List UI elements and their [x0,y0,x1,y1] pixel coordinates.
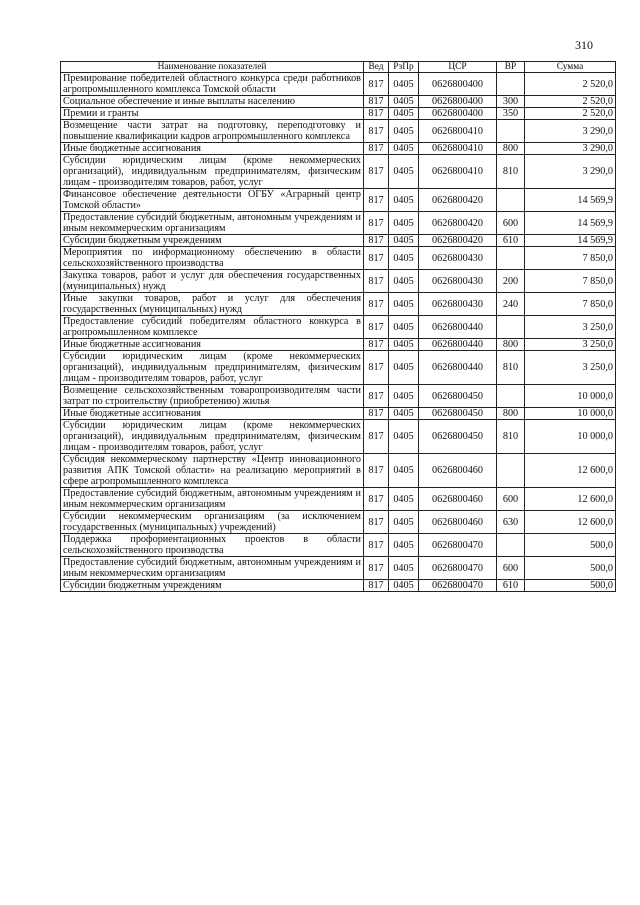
row-rzpr-cell: 0405 [389,408,419,420]
row-sum-cell: 3 290,0 [525,120,616,143]
row-vr-cell [497,120,525,143]
row-ved-cell: 817 [364,293,389,316]
row-vr-cell: 610 [497,580,525,592]
row-name-cell: Иные закупки товаров, работ и услуг для обеспечения государственных (муниципальных) нужд [61,293,364,316]
row-rzpr-cell: 0405 [389,351,419,385]
row-ved-cell: 817 [364,189,389,212]
row-csr-cell: 0626800420 [419,212,497,235]
row-name-cell: Предоставление субсидий бюджетным, автономным учреждениям и иным некоммерческим организациям [61,557,364,580]
table-row [61,120,616,143]
row-rzpr-cell: 0405 [389,108,419,120]
row-rzpr-cell: 0405 [389,580,419,592]
row-sum-cell: 2 520,0 [525,73,616,96]
table-row [61,316,616,339]
row-name-cell: Субсидии юридическим лицам (кроме некоммерческих организаций), индивидуальным предпринимателям, физическим лицам - производителям товаров, работ, услуг [61,420,364,454]
row-ved-cell: 817 [364,212,389,235]
row-sum-cell: 2 520,0 [525,96,616,108]
row-ved-cell: 817 [364,316,389,339]
row-vr-cell: 600 [497,557,525,580]
row-rzpr-cell: 0405 [389,73,419,96]
row-rzpr-cell: 0405 [389,155,419,189]
row-sum-cell: 3 250,0 [525,339,616,351]
row-name-cell: Иные бюджетные ассигнования [61,339,364,351]
row-sum-cell: 500,0 [525,534,616,557]
table-row [61,385,616,408]
row-sum-cell: 14 569,9 [525,212,616,235]
header-vr: ВР [497,62,525,73]
row-rzpr-cell: 0405 [389,212,419,235]
row-sum-cell: 14 569,9 [525,189,616,212]
row-csr-cell: 0626800400 [419,96,497,108]
row-vr-cell: 630 [497,511,525,534]
row-csr-cell: 0626800450 [419,408,497,420]
row-csr-cell: 0626800420 [419,189,497,212]
table-row [61,247,616,270]
row-name-cell: Субсидии бюджетным учреждениям [61,580,364,592]
row-sum-cell: 3 250,0 [525,316,616,339]
row-csr-cell: 0626800440 [419,351,497,385]
row-ved-cell: 817 [364,108,389,120]
table-row [61,580,616,592]
row-sum-cell: 12 600,0 [525,511,616,534]
table-row [61,511,616,534]
row-sum-cell: 10 000,0 [525,420,616,454]
row-name-cell: Закупка товаров, работ и услуг для обеспечения государственных (муниципальных) нужд [61,270,364,293]
row-name-cell: Премии и гранты [61,108,364,120]
row-rzpr-cell: 0405 [389,385,419,408]
header-ved: Вед [364,62,389,73]
header-name: Наименование показателей [61,62,364,73]
row-ved-cell: 817 [364,339,389,351]
row-rzpr-cell: 0405 [389,247,419,270]
row-vr-cell: 350 [497,108,525,120]
row-name-cell: Субсидии некоммерческим организациям (за исключением государственных (муниципальных) учреждений) [61,511,364,534]
row-rzpr-cell: 0405 [389,454,419,488]
table-row [61,108,616,120]
row-ved-cell: 817 [364,120,389,143]
row-csr-cell: 0626800430 [419,270,497,293]
row-ved-cell: 817 [364,351,389,385]
row-name-cell: Предоставление субсидий бюджетным, автономным учреждениям и иным некоммерческим организациям [61,488,364,511]
table-header-row [61,62,616,73]
row-sum-cell: 14 569,9 [525,235,616,247]
row-sum-cell: 2 520,0 [525,108,616,120]
row-name-cell: Предоставление субсидий бюджетным, автономным учреждениям и иным некоммерческим организациям [61,212,364,235]
row-rzpr-cell: 0405 [389,534,419,557]
row-rzpr-cell: 0405 [389,339,419,351]
row-ved-cell: 817 [364,488,389,511]
table-row [61,212,616,235]
row-name-cell: Мероприятия по информационному обеспечению в области сельскохозяйственного производства [61,247,364,270]
row-vr-cell: 600 [497,488,525,511]
row-name-cell: Иные бюджетные ассигнования [61,143,364,155]
table-row [61,143,616,155]
row-ved-cell: 817 [364,385,389,408]
row-csr-cell: 0626800430 [419,247,497,270]
row-ved-cell: 817 [364,557,389,580]
row-name-cell: Предоставление субсидий победителям областного конкурса в агропромышленном комплексе [61,316,364,339]
table-row [61,488,616,511]
row-vr-cell: 810 [497,351,525,385]
row-vr-cell: 300 [497,96,525,108]
row-ved-cell: 817 [364,511,389,534]
row-ved-cell: 817 [364,73,389,96]
row-csr-cell: 0626800440 [419,339,497,351]
table-row [61,73,616,96]
row-name-cell: Социальное обеспечение и иные выплаты населению [61,96,364,108]
row-rzpr-cell: 0405 [389,96,419,108]
row-rzpr-cell: 0405 [389,189,419,212]
budget-table [60,61,616,592]
row-sum-cell: 500,0 [525,557,616,580]
table-row [61,293,616,316]
row-csr-cell: 0626800460 [419,454,497,488]
row-csr-cell: 0626800450 [419,385,497,408]
row-vr-cell: 810 [497,155,525,189]
table-row [61,454,616,488]
row-vr-cell: 800 [497,408,525,420]
row-rzpr-cell: 0405 [389,293,419,316]
row-vr-cell: 240 [497,293,525,316]
row-sum-cell: 3 250,0 [525,351,616,385]
table-body [61,73,616,592]
row-name-cell: Субсидии юридическим лицам (кроме некоммерческих организаций), индивидуальным предпринимателям, физическим лицам - производителям товаров, работ, услуг [61,155,364,189]
row-sum-cell: 7 850,0 [525,270,616,293]
table-row [61,557,616,580]
row-csr-cell: 0626800420 [419,235,497,247]
row-name-cell: Субсидии юридическим лицам (кроме некоммерческих организаций), индивидуальным предпринимателям, физическим лицам - производителям товаров, работ, услуг [61,351,364,385]
row-csr-cell: 0626800450 [419,420,497,454]
row-sum-cell: 3 290,0 [525,143,616,155]
row-ved-cell: 817 [364,96,389,108]
row-sum-cell: 7 850,0 [525,247,616,270]
row-ved-cell: 817 [364,270,389,293]
row-rzpr-cell: 0405 [389,488,419,511]
page-number: 310 [575,38,593,52]
row-rzpr-cell: 0405 [389,420,419,454]
row-name-cell: Субсидия некоммерческому партнерству «Центр инновационного развития АПК Томской области» на реализацию мероприятий в сфере агропромышленного комплекса [61,454,364,488]
row-csr-cell: 0626800430 [419,293,497,316]
row-name-cell: Поддержка профориентационных проектов в области сельскохозяйственного производства [61,534,364,557]
header-rzpr: РзПр [389,62,419,73]
row-vr-cell [497,73,525,96]
row-rzpr-cell: 0405 [389,316,419,339]
row-vr-cell: 610 [497,235,525,247]
row-name-cell: Возмещение сельскохозяйственным товаропроизводителям части затрат по строительству (приобретению) жилья [61,385,364,408]
row-sum-cell: 10 000,0 [525,408,616,420]
row-vr-cell: 600 [497,212,525,235]
row-sum-cell: 3 290,0 [525,155,616,189]
table-row [61,408,616,420]
row-csr-cell: 0626800410 [419,143,497,155]
header-sum: Сумма [525,62,616,73]
row-vr-cell [497,385,525,408]
row-csr-cell: 0626800400 [419,73,497,96]
table-row [61,351,616,385]
row-name-cell: Премирование победителей областного конкурса среди работников агропромышленного комплекса Томской области [61,73,364,96]
row-ved-cell: 817 [364,420,389,454]
row-csr-cell: 0626800470 [419,580,497,592]
row-ved-cell: 817 [364,155,389,189]
row-name-cell: Финансовое обеспечение деятельности ОГБУ «Аграрный центр Томской области» [61,189,364,212]
row-sum-cell: 7 850,0 [525,293,616,316]
row-ved-cell: 817 [364,580,389,592]
row-csr-cell: 0626800400 [419,108,497,120]
row-name-cell: Возмещение части затрат на подготовку, переподготовку и повышение квалификации кадров агропромышленного комплекса [61,120,364,143]
table-row [61,235,616,247]
row-vr-cell: 800 [497,339,525,351]
row-csr-cell: 0626800460 [419,511,497,534]
row-name-cell: Субсидии бюджетным учреждениям [61,235,364,247]
row-rzpr-cell: 0405 [389,143,419,155]
row-vr-cell: 810 [497,420,525,454]
row-sum-cell: 12 600,0 [525,454,616,488]
table-row [61,155,616,189]
row-csr-cell: 0626800470 [419,534,497,557]
row-vr-cell [497,247,525,270]
row-rzpr-cell: 0405 [389,235,419,247]
row-ved-cell: 817 [364,534,389,557]
row-ved-cell: 817 [364,235,389,247]
row-csr-cell: 0626800410 [419,155,497,189]
row-rzpr-cell: 0405 [389,511,419,534]
row-vr-cell [497,316,525,339]
table-row [61,96,616,108]
row-csr-cell: 0626800410 [419,120,497,143]
row-vr-cell [497,534,525,557]
row-csr-cell: 0626800440 [419,316,497,339]
header-csr: ЦСР [419,62,497,73]
table-row [61,420,616,454]
row-vr-cell: 200 [497,270,525,293]
table-row [61,339,616,351]
row-ved-cell: 817 [364,247,389,270]
row-ved-cell: 817 [364,454,389,488]
table-row [61,189,616,212]
row-sum-cell: 500,0 [525,580,616,592]
row-csr-cell: 0626800470 [419,557,497,580]
row-vr-cell [497,189,525,212]
row-csr-cell: 0626800460 [419,488,497,511]
row-rzpr-cell: 0405 [389,270,419,293]
row-vr-cell [497,454,525,488]
row-ved-cell: 817 [364,408,389,420]
table-row [61,534,616,557]
table-row [61,270,616,293]
row-ved-cell: 817 [364,143,389,155]
row-rzpr-cell: 0405 [389,120,419,143]
row-vr-cell: 800 [497,143,525,155]
row-name-cell: Иные бюджетные ассигнования [61,408,364,420]
row-sum-cell: 12 600,0 [525,488,616,511]
row-rzpr-cell: 0405 [389,557,419,580]
row-sum-cell: 10 000,0 [525,385,616,408]
